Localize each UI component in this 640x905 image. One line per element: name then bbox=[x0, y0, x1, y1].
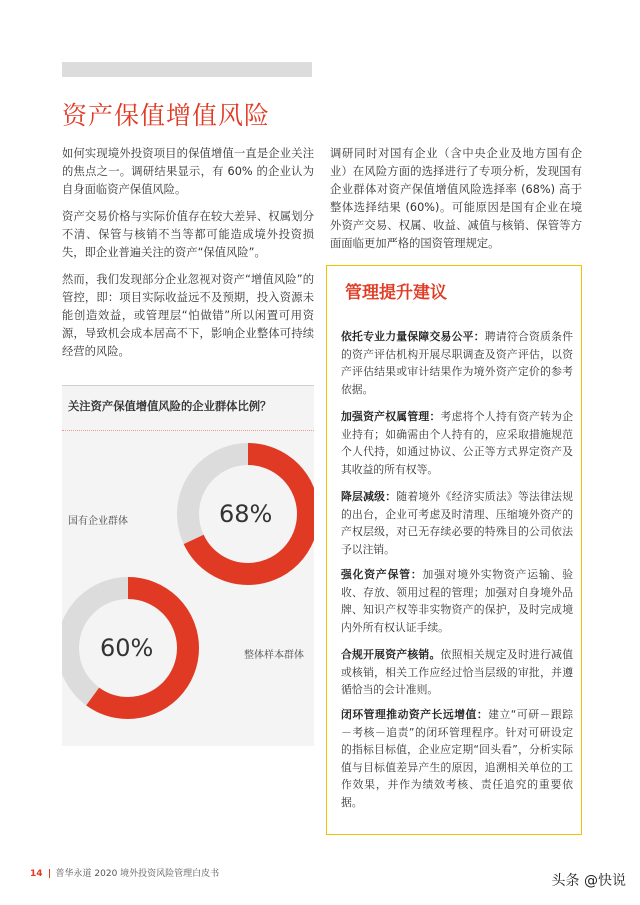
series-label-overall: 整体样本群体 bbox=[244, 650, 304, 661]
recommendation-text: 建立“可研－跟踪－考核－追责”的闭环管理程序。针对可研设定的指标目标值，企业应定期“回头看”，分析实际值与目标值差异产生的原因，追溯相关单位的工作效果，并作为绩效考核、责任追究的重要依据。 bbox=[341, 708, 574, 809]
header-bar bbox=[62, 62, 312, 77]
recommendation-item bbox=[341, 488, 573, 558]
recommendation-text: 考虑将个人持有资产转为企业持有；如确需由个人持有的，应采取措施规范个人代持，如通过协议、公正等方式界定资产及其收益的所有权等。 bbox=[341, 410, 574, 476]
recommendation-text: 依照相关规定及时进行减值或核销，相关工作应经过恰当层级的审批，并遵循恰当的会计准则。 bbox=[341, 648, 574, 696]
series-label-soe: 国有企业群体 bbox=[68, 516, 128, 527]
series-value-overall: 60% bbox=[100, 634, 154, 662]
page-footer bbox=[30, 866, 219, 879]
footer-separator bbox=[49, 869, 50, 878]
recommendation-heading: 闭环管理推动资产长远增值： bbox=[341, 708, 489, 721]
recommendation-item bbox=[341, 408, 573, 478]
donut-chart bbox=[62, 386, 314, 746]
left-paragraph-2: 资产交易价格与实际价值存在较大差异、权属划分不清、保管与核销不当等都可能造成境外投资损失，即企业普遍关注的资产“保值风险”。 bbox=[62, 210, 314, 259]
chart-title: 关注资产保值增值风险的企业群体比例？ bbox=[68, 400, 272, 413]
left-paragraph-3: 然而，我们发现部分企业忽视对资产“增值风险”的管控，即：项目实际收益远不及预期，投入资源未能创造效益，或管理层“怕做错”所以闲置可用资源，导致机会成本居高不下，影响企业整体可持续经营的风险。 bbox=[62, 273, 314, 358]
recommendations-heading: 管理提升建议 bbox=[345, 283, 447, 303]
donut-chart-panel bbox=[62, 385, 314, 746]
recommendation-heading: 合规开展资产核销。 bbox=[341, 648, 441, 661]
recommendation-text: 加强对境外实物资产运输、验收、存放、领用过程的管理；加强对自身境外品牌、知识产权等非实物资产的保护，及时完成境内外所有权认证手续。 bbox=[341, 568, 574, 634]
footer-text: 普华永道 2020 境外投资风险管理白皮书 bbox=[55, 869, 220, 879]
left-paragraph-1: 如何实现境外投资项目的保值增值一直是企业关注的焦点之一。调研结果显示，有 60% 的企业认为自身面临资产保值风险。 bbox=[62, 147, 314, 196]
recommendation-heading: 降层减级： bbox=[341, 490, 397, 503]
watermark: 头条 @快说 bbox=[551, 873, 626, 889]
recommendation-heading: 加强资产权属管理： bbox=[341, 410, 441, 423]
recommendation-text: 随着境外《经济实质法》等法律法规的出台，企业可考虑及时清理、压缩境外资产的产权层级，对已无存续必要的特殊目的公司依法予以注销。 bbox=[341, 490, 574, 556]
recommendation-heading: 强化资产保管： bbox=[341, 568, 423, 581]
recommendation-item bbox=[341, 328, 573, 398]
recommendation-text: 聘请符合资质条件的资产评估机构开展尽职调查及资产评估，以资产评估结果或审计结果作为境外资产定价的参考依据。 bbox=[341, 330, 573, 396]
series-value-soe: 68% bbox=[219, 500, 273, 528]
recommendation-item bbox=[341, 706, 573, 811]
page-title: 资产保值增值风险 bbox=[62, 101, 271, 130]
recommendation-heading: 依托专业力量保障交易公平： bbox=[341, 330, 485, 343]
page-number: 14 bbox=[30, 869, 43, 879]
recommendation-item bbox=[341, 646, 573, 699]
recommendations-box bbox=[326, 265, 582, 835]
right-paragraph-1: 调研同时对国有企业（含中央企业及地方国有企业）在风险方面的选择进行了专项分析，发现国有企业群体对资产保值增值风险选择率 (68%) 高于整体选择结果 (60%)。可能原因是国有企业在境外资产交易、权属、收益、减值与核销、保管等方面面临更加严格的国资管理规定。 bbox=[330, 147, 582, 250]
recommendation-item bbox=[341, 566, 573, 636]
